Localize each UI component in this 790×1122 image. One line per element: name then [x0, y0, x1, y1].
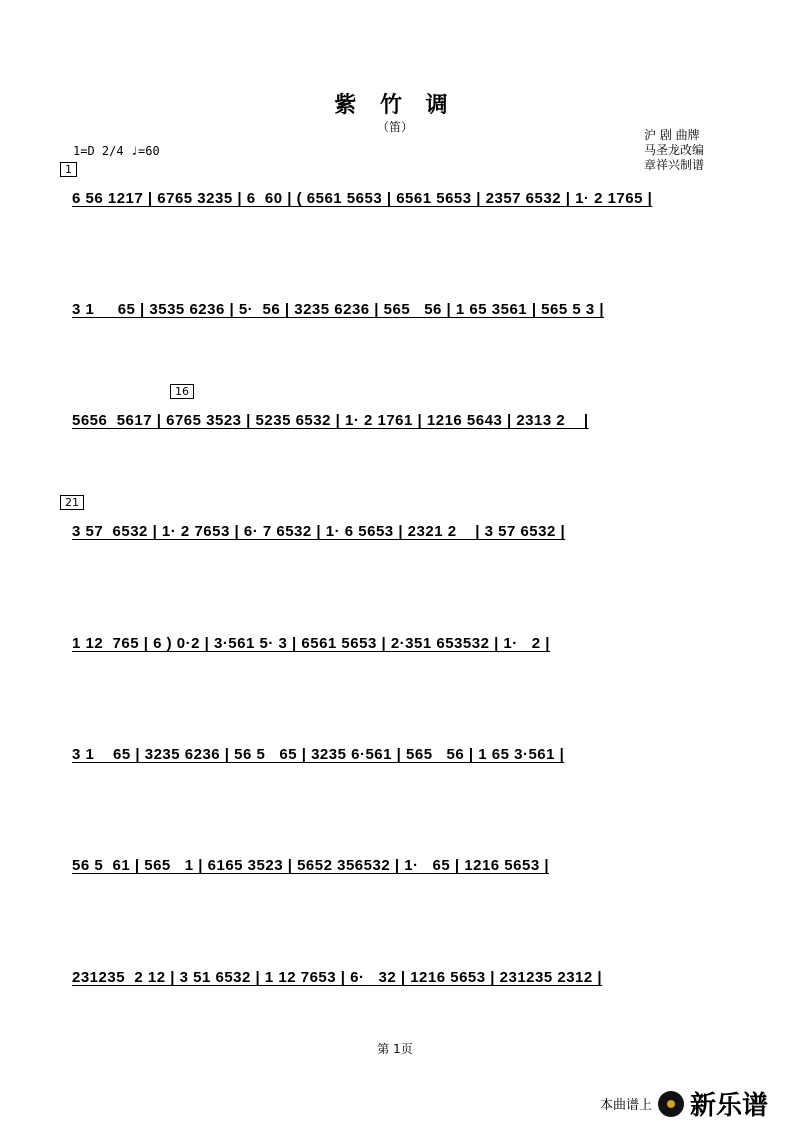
staff-line-4	[60, 496, 736, 597]
measure-number: 1	[60, 162, 77, 177]
notes: 56 5 61 | 565 1 | 6165 3523 | 5652 356532 | 1· 65 | 1216 5653 |	[72, 857, 550, 874]
notes: 3 1 65 | 3235 6236 | 56 5 65 | 3235 6·561 | 565 56 | 1 65 3·561 |	[72, 746, 565, 763]
notes: 5656 5617 | 6765 3523 | 5235 6532 | 1· 2 1761 | 1216 5643 | 2313 2 |	[72, 412, 589, 429]
page-number: 第 1页	[377, 1042, 413, 1056]
credits	[644, 128, 704, 173]
measure-number: 16	[170, 384, 194, 399]
measure-number: 21	[60, 495, 84, 510]
watermark-brand: 新乐谱	[690, 1091, 769, 1121]
watermark	[600, 1085, 768, 1122]
staff-line-5	[60, 635, 736, 709]
notes: 1 12 765 | 6 ) 0·2 | 3·561 5· 3 | 6561 5653 | 2·351 653532 | 1· 2 |	[72, 635, 550, 652]
staff-line-8	[60, 969, 736, 1043]
staff-line-6	[60, 746, 736, 820]
staff-line-2	[60, 301, 736, 375]
watermark-text: 本曲谱上	[600, 1098, 653, 1113]
notes: 231235 2 12 | 3 51 6532 | 1 12 7653 | 6· 32 | 1216 5653 | 231235 2312 |	[72, 969, 603, 986]
staff-line-7	[60, 857, 736, 931]
credit-genre: 沪 剧 曲牌	[644, 128, 700, 142]
notes: 3 57 6532 | 1· 2 7653 | 6· 7 6532 | 1· 6 5653 | 2321 2 | 3 57 6532 |	[72, 523, 566, 540]
key-tempo: 1=D 2/4 ♩=60	[73, 144, 160, 158]
notes: 6 56 1217 | 6765 3235 | 6 60 | ( 6561 5653 | 6561 5653 | 2357 6532 | 1· 2 1765 |	[72, 190, 653, 207]
score-title: 紫 竹 调	[334, 92, 456, 118]
credit-engraver: 章祥兴制谱	[644, 158, 705, 172]
credit-arranger: 马圣龙改编	[644, 143, 705, 157]
vinyl-record-icon	[658, 1091, 684, 1117]
notes: 3 1 65 | 3535 6236 | 5· 56 | 3235 6236 | 565 56 | 1 65 3561 | 565 5 3 |	[72, 301, 605, 318]
staff-line-3	[60, 385, 736, 486]
score-subtitle: （笛）	[376, 120, 413, 134]
